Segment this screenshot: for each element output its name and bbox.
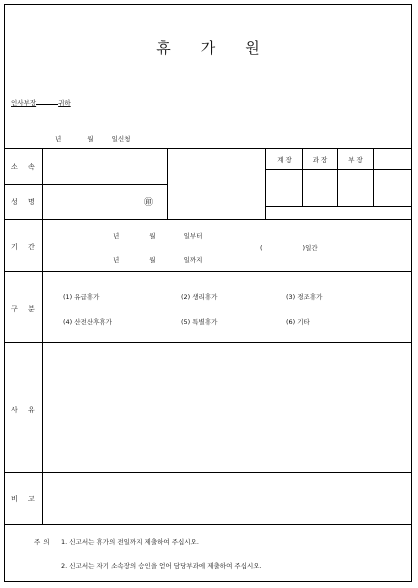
leave-type-1: (1) 유급휴가 [63,293,100,301]
rule-remarks-bottom [5,524,411,525]
label-column-divider [42,148,43,524]
period-to-day: 일까지 [183,256,203,264]
period-from-month: 월 [149,232,156,240]
info-field-divider [167,148,168,219]
period-from [113,231,202,240]
approval-box-left [265,148,266,219]
rule-reason-bottom [5,472,411,473]
period-from-year: 년 [113,232,120,240]
label-remarks: 비 고 [11,495,39,503]
title-char-2: 가 [200,39,216,57]
title-char-1: 휴 [156,39,171,57]
addressee-honorific: 귀하 [58,99,71,107]
leave-application-form [4,4,412,582]
leave-type-3: (3) 경조휴가 [286,293,323,301]
period-from-day: 일부터 [183,232,203,240]
rule-name-bottom [5,219,411,220]
period-to-month: 월 [149,256,156,264]
apply-month: 월 [87,135,94,143]
period-days [260,243,318,252]
label-period: 기 간 [11,243,39,251]
addressee-dept: 인사부장 [11,99,37,107]
label-reason: 사 유 [11,406,39,414]
form-title [5,37,411,58]
period-days-open: ( [260,244,263,252]
label-name: 성 명 [11,198,39,206]
title-char-3: 원 [245,39,260,57]
approval-header-1: 계 장 [277,156,292,164]
rule-period-bottom [5,271,411,272]
leave-type-2: (2) 생리휴가 [181,293,218,301]
apply-year: 년 [55,135,62,143]
apply-day: 일신청 [111,135,131,143]
addressee [11,98,71,107]
rule-affiliation-bottom [5,184,167,185]
approval-col-3 [373,148,374,206]
seal-mark: ㊞ [144,198,154,208]
approval-bottom-line [265,206,411,207]
notes-item-1: 1. 신고서는 휴가의 전일까지 제출하여 주십시오. [61,538,199,546]
leave-type-5: (5) 특별휴가 [181,318,218,326]
period-days-close: )일간 [302,244,318,252]
apply-date [55,134,130,143]
period-to-year: 년 [113,256,120,264]
leave-type-4: (4) 산전산후휴가 [63,318,112,326]
approval-header-2: 과 장 [312,156,328,164]
rule-type-bottom [5,342,411,343]
approval-header-3: 부 장 [348,156,363,164]
period-to [113,255,202,264]
leave-type-6: (6) 기타 [286,318,310,326]
label-type: 구 분 [11,305,39,313]
rule-header-top [5,148,411,149]
notes-item-2: 2. 신고서는 자기 소속장의 승인을 얻어 담당부과에 제출하여 주십시오. [61,562,262,570]
notes-label: 주의 [34,538,53,546]
approval-header-line [265,169,411,170]
label-affiliation: 소 속 [11,163,39,171]
